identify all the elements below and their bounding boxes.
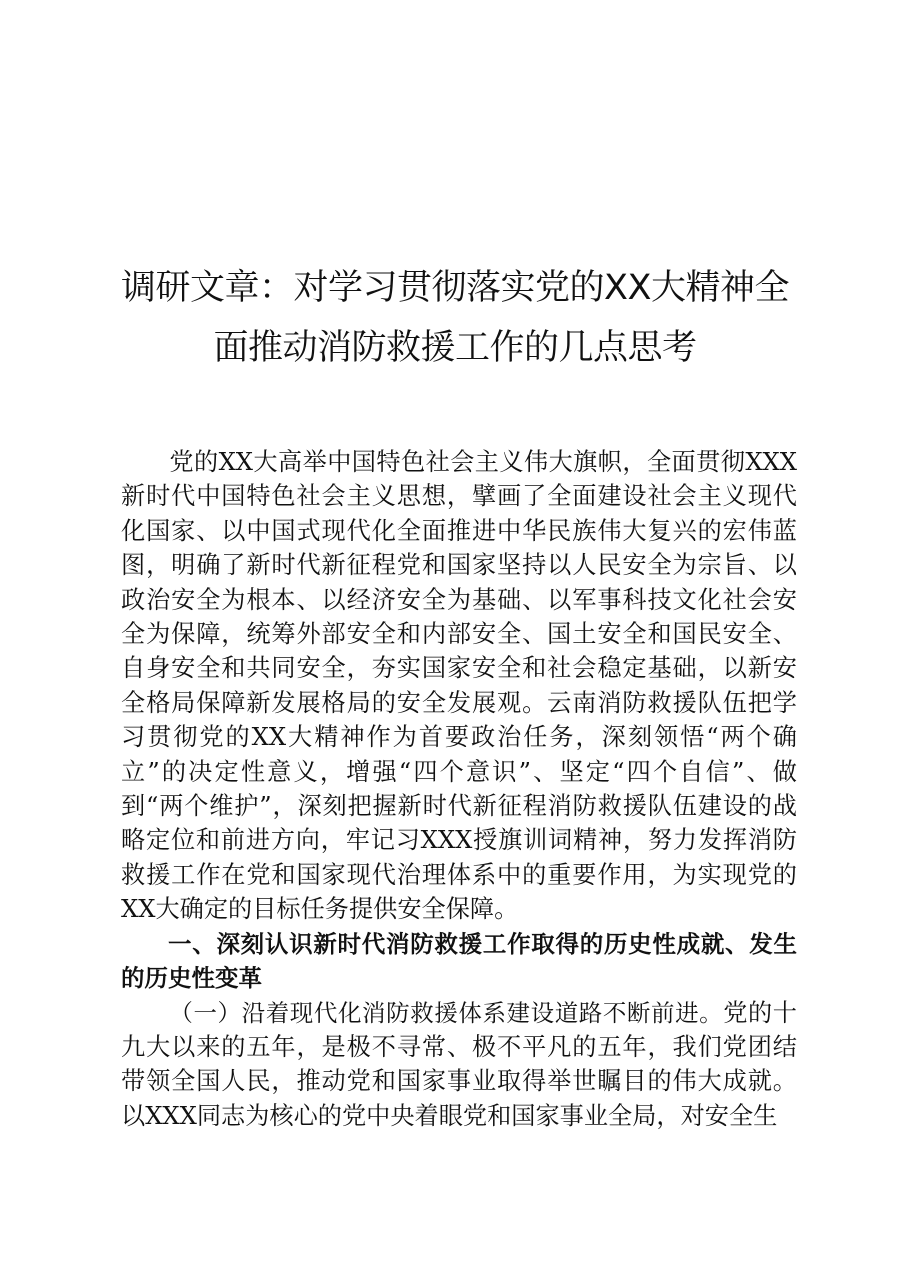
- subsection-paragraph: [121, 996, 797, 1134]
- title-line-1: 调研文章：对学习贯彻落实党的XX大精神全: [121, 268, 789, 308]
- document-title: [105, 258, 805, 378]
- section-heading: 一、深刻认识新时代消防救援工作取得的历史性成就、发生的历史性变革: [121, 929, 797, 993]
- subsection-text: 党的十九大以来的五年，是极不寻常、极不平凡的五年，我们党团结带领全国人民，推动党和国家事业取得举世瞩目的伟大成就。以XXX同志为核心的党中央着眼党和国家事业全局，对安全生: [121, 998, 797, 1130]
- subsection-heading: （一）沿着现代化消防救援体系建设道路不断前进。: [169, 998, 724, 1027]
- title-line-2: 面推动消防救援工作的几点思考: [213, 328, 697, 368]
- document-body: [121, 445, 797, 1133]
- intro-paragraph: 党的XX大高举中国特色社会主义伟大旗帜，全面贯彻XXX新时代中国特色社会主义思想，擘画了全面建设社会主义现代化国家、以中国式现代化全面推进中华民族伟大复兴的宏伟蓝图，明确了新时代新征程党和国家坚持以人民安全为宗旨、以政治安全为根本、以经济安全为基础、以军事科技文化社会安全为保障，统筹外部安全和内部安全、国土安全和国民安全、自身安全和共同安全，夯实国家安全和社会稳定基础，以新安全格局保障新发展格局的安全发展观。云南消防救援队伍把学习贯彻党的XX大精神作为首要政治任务，深刻领悟“两个确立”的决定性意义，增强“四个意识”、坚定“四个自信”、做到“两个维护”，深刻把握新时代新征程消防救援队伍建设的战略定位和前进方向，牢记习XXX授旗训词精神，努力发挥消防救援工作在党和国家现代治理体系中的重要作用，为实现党的XX大确定的目标任务提供安全保障。: [121, 448, 797, 924]
